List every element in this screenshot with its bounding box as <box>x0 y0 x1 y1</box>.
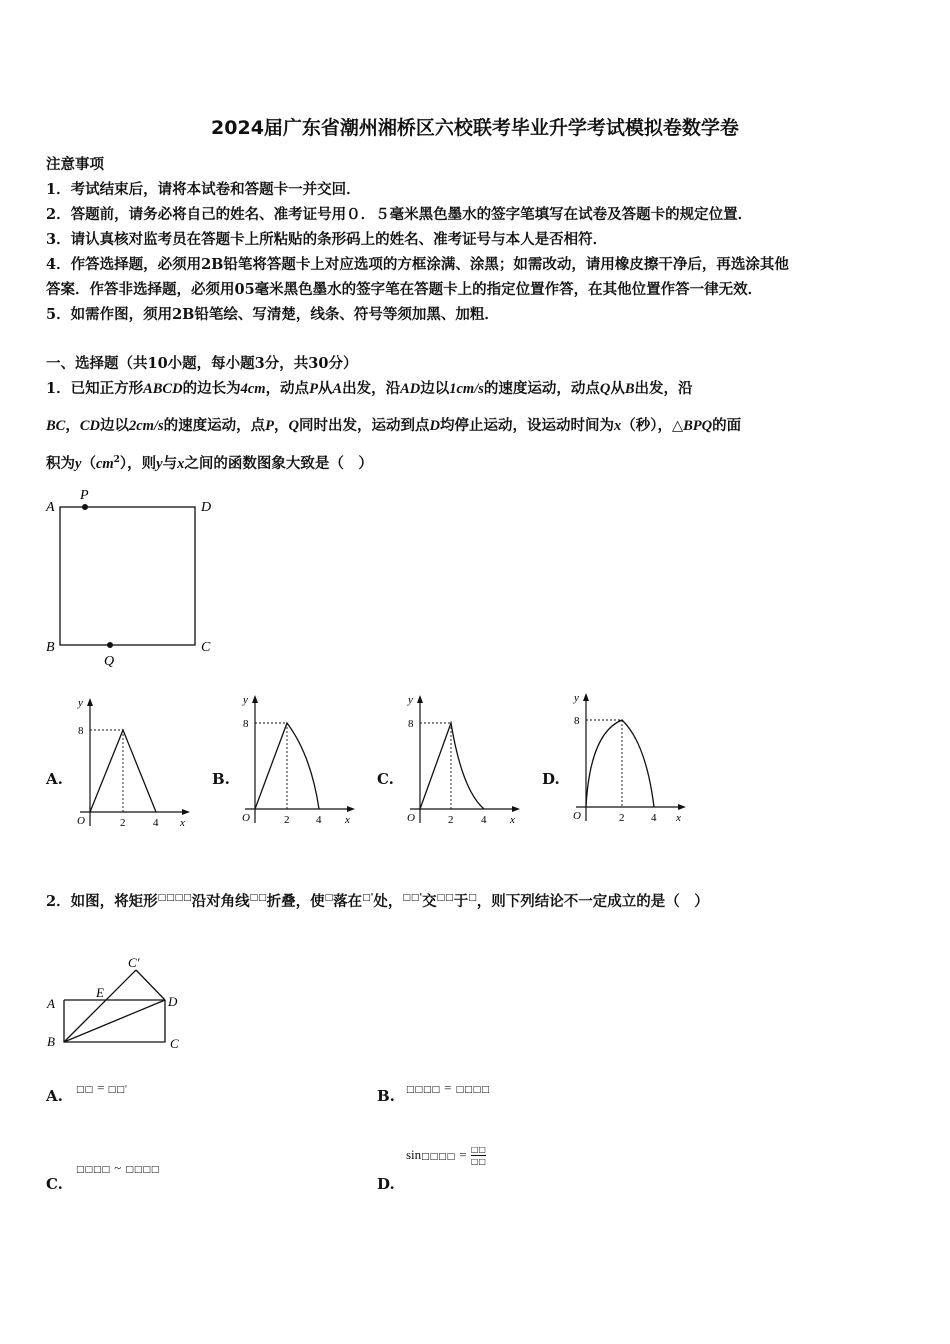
q2-option-b-label: B. <box>377 1087 395 1105</box>
y-axis-label: y <box>408 694 413 706</box>
x-tick-label: 2 <box>120 817 126 829</box>
q2-option-c-label: C. <box>46 1175 63 1193</box>
x-axis-arrow <box>512 806 520 812</box>
graph-c <box>396 685 526 835</box>
x-axis-arrow <box>678 804 686 810</box>
label-b: B <box>47 1034 55 1049</box>
y-axis-label: y <box>78 697 83 709</box>
rectangle-fold-figure <box>40 950 200 1060</box>
square-figure <box>40 485 230 675</box>
q2-option-c-formula: □□□□ ~ □□□□ <box>76 1160 160 1175</box>
diagonal-bd <box>64 1000 165 1042</box>
label-a: A <box>46 500 55 515</box>
x-axis-arrow <box>182 809 190 815</box>
label-a: A <box>47 996 55 1011</box>
question-1-line-2: BC，CD边以2cm/s的速度运动，点P，Q同时出发，运动到点D均停止运动，设运动时间为x（秒），△BPQ的面 <box>46 417 742 434</box>
segment-bc1 <box>64 970 136 1042</box>
x-axis-label: x <box>180 817 185 829</box>
y-axis-label: y <box>574 692 579 704</box>
point-p <box>82 504 88 510</box>
y-axis-arrow <box>583 693 589 701</box>
graph-a <box>66 688 196 838</box>
y-tick-label: 8 <box>243 718 249 730</box>
x-axis-label: x <box>345 814 350 826</box>
option-d-label: D. <box>542 770 560 788</box>
x-tick-label: 4 <box>316 814 322 826</box>
square-abcd <box>60 507 195 645</box>
notice-item: 答案．作答非选择题，必须用05毫米黑色墨水的签字笔在答题卡上的指定位置作答，在其他位置作答一律无效． <box>46 281 763 298</box>
y-tick-label: 8 <box>78 725 84 737</box>
label-d: D <box>201 500 212 515</box>
x-tick-label: 4 <box>651 812 657 824</box>
question-1-line-3: 积为$y(cm^2)$，则y与x之间的函数图象大致是（ ） <box>46 455 373 472</box>
q2-option-a-formula: □□ = □□' <box>76 1080 128 1095</box>
page-title: 2024届广东省潮州湘桥区六校联考毕业升学考试模拟卷数学卷 <box>211 117 739 139</box>
y-axis-label: y <box>243 694 248 706</box>
y-axis-arrow <box>417 695 423 703</box>
origin-label: O <box>242 812 250 824</box>
x-axis-arrow <box>347 806 355 812</box>
option-a-label: A. <box>46 770 63 788</box>
x-tick-label: 2 <box>284 814 290 826</box>
x-axis-label: x <box>510 814 515 826</box>
graph-curve <box>420 723 484 809</box>
notice-item: 3．请认真核对监考员在答题卡上所粘贴的条形码上的姓名、准考证号与本人是否相符． <box>46 231 608 248</box>
section-heading: 一、选择题（共10小题，每小题3分，共30分） <box>46 355 358 372</box>
q2-option-d-label: D. <box>377 1175 395 1193</box>
q2-option-b-formula: □□□□ = □□□□ <box>406 1080 490 1095</box>
y-tick-label: 8 <box>574 715 580 727</box>
notice-item: 5．如需作图，须用2B铅笔绘、写清楚，线条、符号等须加黑、加粗． <box>46 306 499 323</box>
x-tick-label: 4 <box>153 817 159 829</box>
point-q <box>107 642 113 648</box>
q2-option-a-label: A. <box>46 1087 63 1105</box>
graph-b <box>231 685 361 835</box>
origin-label: O <box>407 812 415 824</box>
notice-heading: 注意事项 <box>46 156 104 173</box>
x-tick-label: 4 <box>481 814 487 826</box>
q2-option-d-formula: sin□□□□ = $\frac{□□}{□□}$ <box>406 1145 486 1166</box>
option-c-label: C. <box>377 770 394 788</box>
label-q: Q <box>104 654 115 669</box>
y-axis-arrow <box>252 695 258 703</box>
graph-d <box>562 683 692 833</box>
x-tick-label: 2 <box>619 812 625 824</box>
origin-label: O <box>573 810 581 822</box>
label-c: C <box>201 640 211 655</box>
question-2-text: 2．如图，将矩形□□□□沿对角线□□折叠，使□落在□'处，□□'交□□于□，则下列结论不一定成立的是（ ） <box>46 893 709 910</box>
x-axis-label: x <box>676 812 681 824</box>
label-b: B <box>46 640 55 655</box>
graph-curve <box>586 720 654 807</box>
notice-item: 2．答题前，请务必将自己的姓名、准考证号用０．５毫米黑色墨水的签字笔填写在试卷及答题卡的规定位置． <box>46 206 753 223</box>
label-c-prime: C' <box>128 955 140 970</box>
label-e: E <box>96 985 104 1000</box>
question-1-line-1: 1．已知正方形ABCD的边长为4cm，动点P从A出发，沿AD边以1cm/s的速度运动，动点Q从B出发，沿 <box>46 380 693 397</box>
x-tick-label: 2 <box>448 814 454 826</box>
label-c: C <box>170 1036 179 1051</box>
option-b-label: B. <box>212 770 230 788</box>
notice-item: 1．考试结束后，请将本试卷和答题卡一并交回． <box>46 181 361 198</box>
notice-item: 4．作答选择题，必须用2B铅笔将答题卡上对应选项的方框涂满、涂黑；如需改动，请用橡皮擦干净后，再选涂其他 <box>46 256 789 273</box>
origin-label: O <box>77 815 85 827</box>
label-d: D <box>168 994 178 1009</box>
y-axis-arrow <box>87 698 93 706</box>
segment-c1d <box>136 970 165 1000</box>
y-tick-label: 8 <box>408 718 414 730</box>
label-p: P <box>80 488 89 503</box>
